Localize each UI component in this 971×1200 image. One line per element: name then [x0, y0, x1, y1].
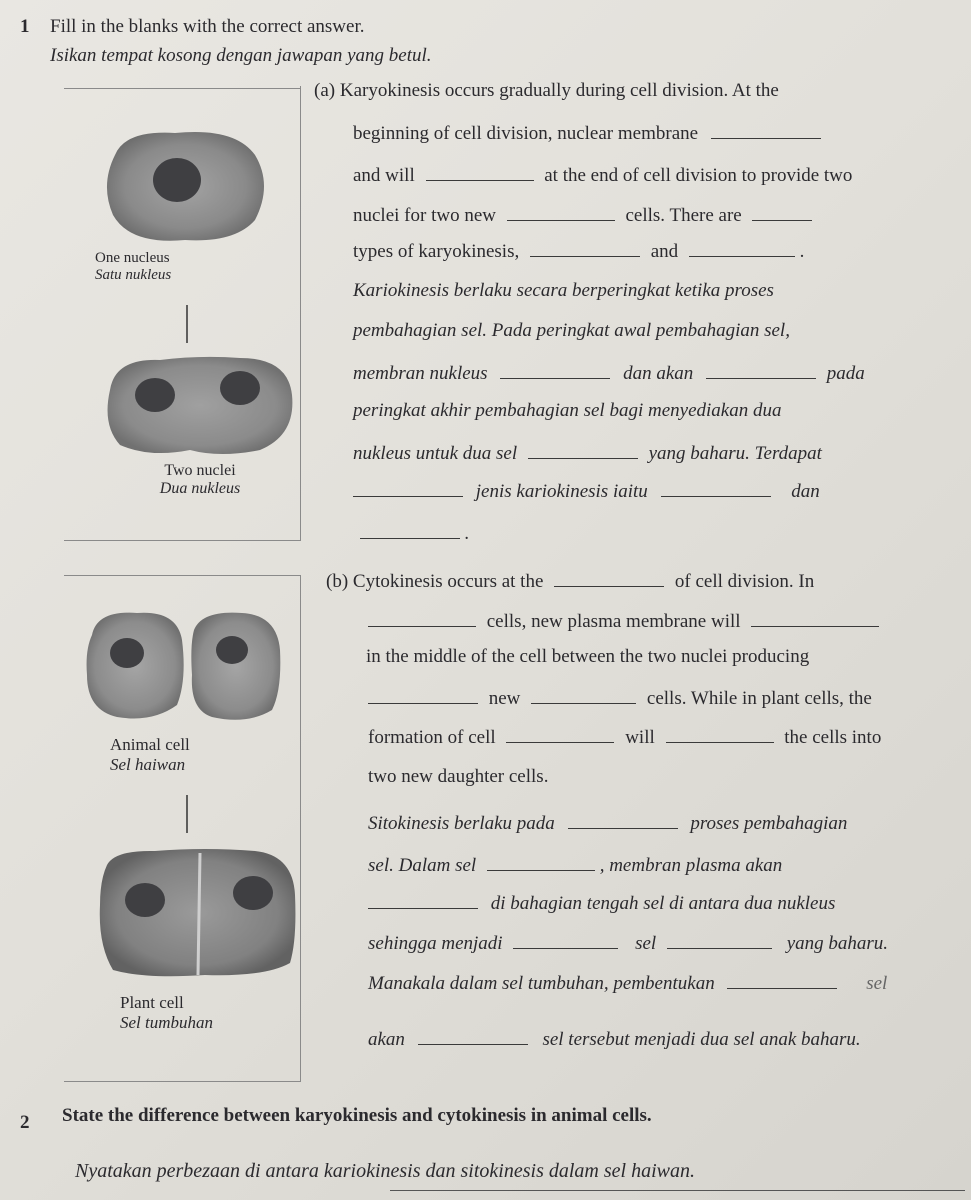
question-title-ms: Isikan tempat kosong dengan jawapan yang betul.	[50, 45, 432, 66]
blank-a5[interactable]	[530, 238, 640, 257]
part-b-ms-membran: , membran plasma akan	[599, 855, 783, 876]
animal-cell-figure	[82, 605, 282, 725]
blank-b9[interactable]	[487, 852, 595, 871]
blank-b11[interactable]	[513, 930, 618, 949]
part-b-ms-sel: sel	[635, 933, 657, 954]
blank-b2[interactable]	[368, 608, 476, 627]
part-a-ms-pada: pada	[826, 363, 865, 384]
fig-label-sel-haiwan: Sel haiwan	[110, 755, 186, 774]
question-title-en: Fill in the blanks with the correct answer.	[50, 16, 365, 37]
part-b-ms-sehingga: sehingga menjadi	[368, 933, 503, 954]
part-a-ms-line2: pembahagian sel. Pada peringkat awal pembahagian sel,	[353, 320, 790, 341]
part-a-en-line5-and: and	[650, 241, 679, 262]
blank-b1[interactable]	[554, 568, 664, 587]
blank-a2[interactable]	[426, 162, 534, 181]
part-b-ms-sitokinesis: Sitokinesis berlaku pada	[368, 813, 555, 834]
part-a-ms-dan: dan	[791, 481, 820, 502]
blank-b6[interactable]	[506, 724, 614, 743]
blank-b13[interactable]	[727, 970, 837, 989]
blank-b5[interactable]	[531, 685, 636, 704]
arrow-down-icon-2	[182, 795, 192, 835]
blank-a12[interactable]	[360, 520, 460, 539]
fig-label-animal-cell: Animal cell	[110, 735, 190, 754]
blank-a7[interactable]	[500, 360, 610, 379]
part-a-ms-line1: Kariokinesis berlaku secara berperingkat ketika proses	[353, 280, 774, 301]
part-b-en-line6: two new daughter cells.	[368, 766, 549, 787]
cell-two-nuclei-figure	[100, 350, 300, 460]
question-2-en: State the difference between karyokinesis and cytokinesis in animal cells.	[62, 1105, 652, 1126]
question-number-1: 1	[20, 16, 30, 37]
part-b-en-line1a: Cytokinesis occurs at the	[352, 571, 544, 592]
blank-b3[interactable]	[751, 608, 879, 627]
question-2-ms: Nyatakan perbezaan di antara kariokinesis dan sitokinesis dalam sel haiwan.	[75, 1160, 695, 1182]
part-a-en-line5a: types of karyokinesis,	[353, 241, 520, 262]
part-b-ms-sel2: sel	[866, 973, 888, 994]
blank-a6[interactable]	[689, 238, 795, 257]
part-a-en-and-will: and will	[353, 165, 415, 186]
part-a-ms-period: .	[464, 523, 470, 544]
part-a-ms-membran: membran nukleus	[353, 363, 488, 384]
part-a-en-line2: beginning of cell division, nuclear membrane	[353, 123, 699, 144]
part-a-label: (a)	[314, 80, 336, 101]
blank-b14[interactable]	[418, 1026, 528, 1045]
part-a-ms-dan-akan: dan akan	[623, 363, 694, 384]
part-b-ms-dalam-sel: sel. Dalam sel	[368, 855, 477, 876]
blank-a1[interactable]	[711, 120, 821, 139]
fig-label-plant-cell: Plant cell	[120, 993, 184, 1012]
part-b-ms-yang-baharu: yang baharu.	[786, 933, 889, 954]
part-a-en-line4b: cells. There are	[625, 205, 742, 226]
blank-a3[interactable]	[507, 202, 615, 221]
part-b-en-line3: in the middle of the cell between the two nuclei producing	[366, 646, 810, 667]
part-a-ms-line4: peringkat akhir pembahagian sel bagi menyediakan dua	[353, 400, 782, 421]
fig-label-satu-nukleus: Satu nukleus	[95, 267, 172, 283]
part-a-en-line3: at the end of cell division to provide two	[544, 165, 853, 186]
part-a-ms-nukleus: nukleus untuk dua sel	[353, 443, 518, 464]
blank-a9[interactable]	[528, 440, 638, 459]
blank-a8[interactable]	[706, 360, 816, 379]
part-b-en-formation: formation of cell	[368, 727, 496, 748]
part-b-ms-akan: akan	[368, 1029, 405, 1050]
fig-label-dua-nukleus: Dua nukleus	[159, 480, 241, 497]
blank-b10[interactable]	[368, 890, 478, 909]
part-a-en-line1: Karyokinesis occurs gradually during cell division. At the	[339, 80, 779, 101]
cell-one-nucleus-figure	[95, 125, 275, 245]
part-b-en-cells-into: the cells into	[784, 727, 882, 748]
part-b-en-line4: cells. While in plant cells, the	[646, 688, 872, 709]
part-b-en-new: new	[488, 688, 521, 709]
fig-label-two-nuclei: Two nuclei	[164, 462, 236, 479]
part-b-en-line2: cells, new plasma membrane will	[486, 611, 741, 632]
arrow-down-icon	[182, 305, 192, 345]
part-b-ms-sel-tersebut: sel tersebut menjadi dua sel anak baharu.	[542, 1029, 861, 1050]
blank-a11[interactable]	[661, 478, 771, 497]
blank-b7[interactable]	[666, 724, 774, 743]
answer-line-q2[interactable]	[390, 1190, 965, 1191]
part-a-ms-jenis: jenis kariokinesis iaitu	[475, 481, 648, 502]
blank-b12[interactable]	[667, 930, 772, 949]
figure-box-a-top-line	[64, 88, 300, 89]
blank-a4[interactable]	[752, 202, 812, 221]
blank-b4[interactable]	[368, 685, 478, 704]
part-b-en-line1b: of cell division. In	[674, 571, 815, 592]
part-a-ms-yang-baharu: yang baharu. Terdapat	[648, 443, 822, 464]
fig-label-sel-tumbuhan: Sel tumbuhan	[120, 1013, 214, 1032]
part-b-en-will: will	[625, 727, 655, 748]
plant-cell-figure	[95, 845, 300, 980]
question-number-2: 2	[20, 1112, 30, 1133]
part-b-ms-proses: proses pembahagian	[690, 813, 848, 834]
part-a-en-line5-period: .	[799, 241, 805, 262]
part-b-label: (b)	[326, 571, 349, 592]
part-a-en-line4a: nuclei for two new	[353, 205, 496, 226]
part-b-ms-manakala: Manakala dalam sel tumbuhan, pembentukan	[368, 973, 715, 994]
blank-b8[interactable]	[568, 810, 678, 829]
blank-a10[interactable]	[353, 478, 463, 497]
part-b-ms-di-bahagian: di bahagian tengah sel di antara dua nukleus	[490, 893, 836, 914]
fig-label-one-nucleus: One nucleus	[95, 250, 170, 266]
